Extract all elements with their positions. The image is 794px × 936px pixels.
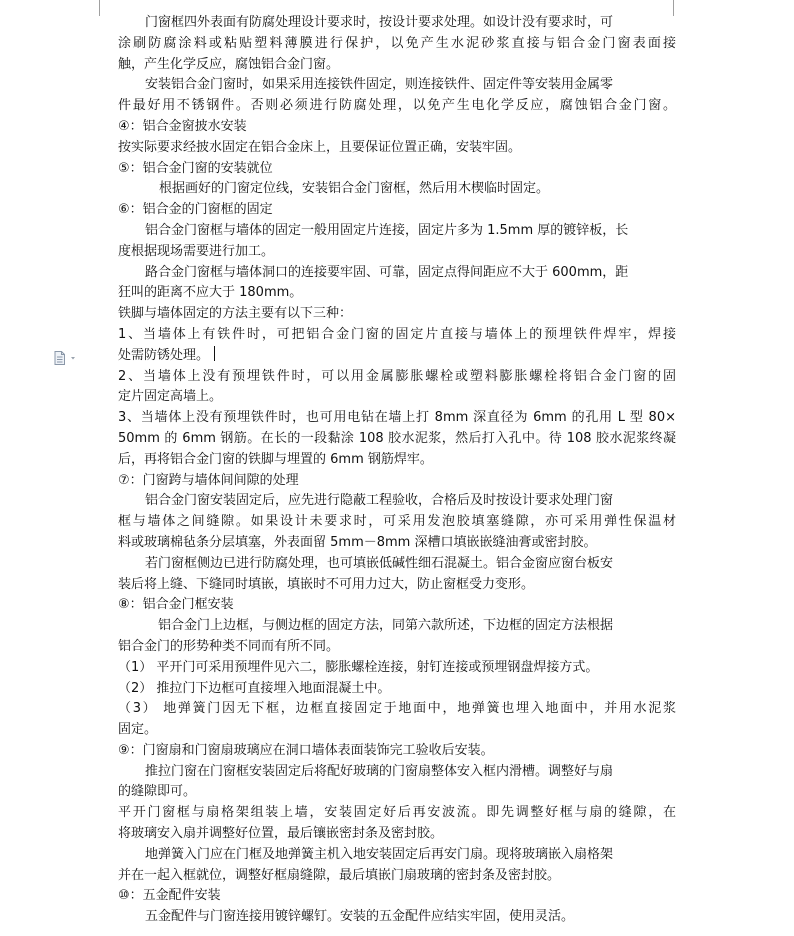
section-heading: ⑦：门窗跨与墙体间间隙的处理: [118, 472, 299, 488]
document-body: [118, 13, 676, 928]
section-heading: ⑨：门窗扇和门窗扇玻璃应在洞口墙体表面装饰完工验收后安装。: [118, 742, 494, 758]
text-line: 料或玻璃棉毡条分层填塞，外表面留 5mm－8mm 深槽口填嵌嵌缝油膏或密封胶。: [118, 534, 597, 550]
text-line: 铁脚与墙体固定的方法主要有以下三种：: [118, 306, 353, 322]
text-line: 铝合金门窗安装固定后，应先进行隐蔽工程验收，合格后及时按设计要求处理门窗: [145, 493, 614, 509]
section-heading: ⑩：五金配件安装: [118, 888, 221, 904]
text-line: 推拉门窗在门窗框安装固定后将配好玻璃的门窗扇整体安入框内滑槽。调整好与扇: [145, 763, 614, 779]
text-line: 框与墙体之间缝隙。如果设计未要求时，可采用发泡胶填塞缝隙，亦可采用弹性保温材: [118, 514, 676, 530]
list-item: 1、当墙体上有铁件时，可把铝合金门窗的固定片直接与墙体上的预埋铁件焊牢，焊接: [118, 326, 676, 342]
text-line: 度根据现场需要进行加工。: [118, 243, 275, 259]
text-line: 并在一起入框就位，调整好框扇缝隙，最后填嵌门扇玻璃的密封条及密封胶。: [118, 867, 561, 883]
text-line: 平开门窗框与扇格架组装上墙，安装固定好后再安波流。即先调整好框与扇的缝隙，在: [118, 805, 676, 821]
text-line: 铝合金门上边框，与侧边框的固定方法，同第六款所述，下边框的固定方法根据: [158, 618, 614, 634]
list-item: 3、当墙体上没有预埋铁件时，也可用电钻在墙上打 8mm 深直径为 6mm 的孔用 L 型 80×: [118, 410, 676, 426]
text-line: 根据画好的门窗定位线，安装铝合金门窗框，然后用木楔临时固定。: [159, 181, 550, 197]
text-line: 触，产生化学反应，腐蚀铝合金门窗。: [118, 56, 340, 72]
text-line: 五金配件与门窗连接用镀锌螺钉。安装的五金配件应结实牢固，使用灵活。: [145, 909, 575, 925]
text-line: 定片固定高墙上。: [118, 389, 223, 405]
section-heading: ⑤：铝合金门窗的安装就位: [118, 160, 273, 176]
text-line: 50mm 的 6mm 钢筋。在长的一段黏涂 108 胶水泥浆，然后打入孔中。待 108 胶水泥浆终凝: [118, 430, 676, 446]
text-line: 固定。: [118, 722, 158, 738]
text-line: 铝合金门窗框与墙体的固定一般用固定片连接，固定片多为 1.5mm 厚的镀锌板，长: [145, 222, 629, 238]
document-icon[interactable]: [54, 350, 80, 364]
text-cursor: [214, 346, 215, 361]
text-line[interactable]: [118, 346, 676, 367]
text-line: 装后将上缝、下缝同时填嵌，填嵌时不可用力过大，防止窗框受力变形。: [118, 576, 535, 592]
text-span: 处需防锈处理。: [118, 347, 210, 363]
text-line: 若门窗框侧边已进行防腐处理，也可填嵌低碱性细石混凝土。铝合金窗应窗台板安: [145, 555, 614, 571]
text-line: 后，再将铝合金门窗的铁脚与埋置的 6mm 钢筋焊牢。: [118, 451, 433, 467]
text-line: 安装铝合金门窗时，如果采用连接铁件固定，则连接铁件、固定件等安装用金属零: [145, 77, 614, 93]
text-line: 地弹簧入门应在门框及地弹簧主机入地安装固定后再安门扇。现将玻璃嵌入扇格架: [145, 846, 614, 862]
section-heading: ④：铝合金窗披水安装: [118, 118, 247, 134]
list-item: 2、当墙体上没有预埋铁件时，可以用金属膨胀螺栓或塑料膨胀螺栓将铝合金门窗的固: [118, 368, 676, 384]
list-item: （2） 推拉门下边框可直接埋入地面混凝土中。: [118, 680, 391, 696]
text-line: 的缝隙即可。: [118, 784, 197, 800]
list-item: （1） 平开门可采用预埋件见六二，膨胀螺栓连接，射钉连接或预埋钢盘焊接方式。: [118, 659, 599, 675]
text-line: 路合金门窗框与墙体洞口的连接要牢固、可靠，固定点得间距应不大于 600mm，距: [145, 264, 629, 280]
document-dropdown-icon: [54, 351, 80, 365]
text-line: 涂刷防腐涂料或粘贴塑料薄膜进行保护，以免产生水泥砂浆直接与铝合金门窗表面接: [118, 35, 676, 51]
section-heading: ⑧：铝合金门框安装: [118, 597, 234, 613]
text-line: 门窗框四外表面有防腐处理设计要求时，按设计要求处理。如设计没有要求时，可: [145, 15, 614, 30]
text-line: 狂叫的距离不应大于 180mm。: [118, 285, 303, 301]
text-line: 铝合金门的形势种类不同而有所不同。: [118, 638, 340, 654]
list-item: （3） 地弹簧门因无下框，边框直接固定于地面中，地弹簧也埋入地面中，并用水泥浆: [118, 701, 676, 717]
section-heading: ⑥：铝合金的门窗框的固定: [118, 202, 273, 218]
text-line: 件最好用不锈钢件。否则必须进行防腐处理，以免产生电化学反应，腐蚀铝合金门窗。: [118, 98, 676, 114]
text-line: 将玻璃安入扇并调整好位置，最后镶嵌密封条及密封胶。: [118, 826, 444, 842]
text-line: 按实际要求经披水固定在铝合金床上，且要保证位置正确，安装牢固。: [118, 139, 522, 155]
corner-crop-mark-left: [99, 0, 100, 16]
